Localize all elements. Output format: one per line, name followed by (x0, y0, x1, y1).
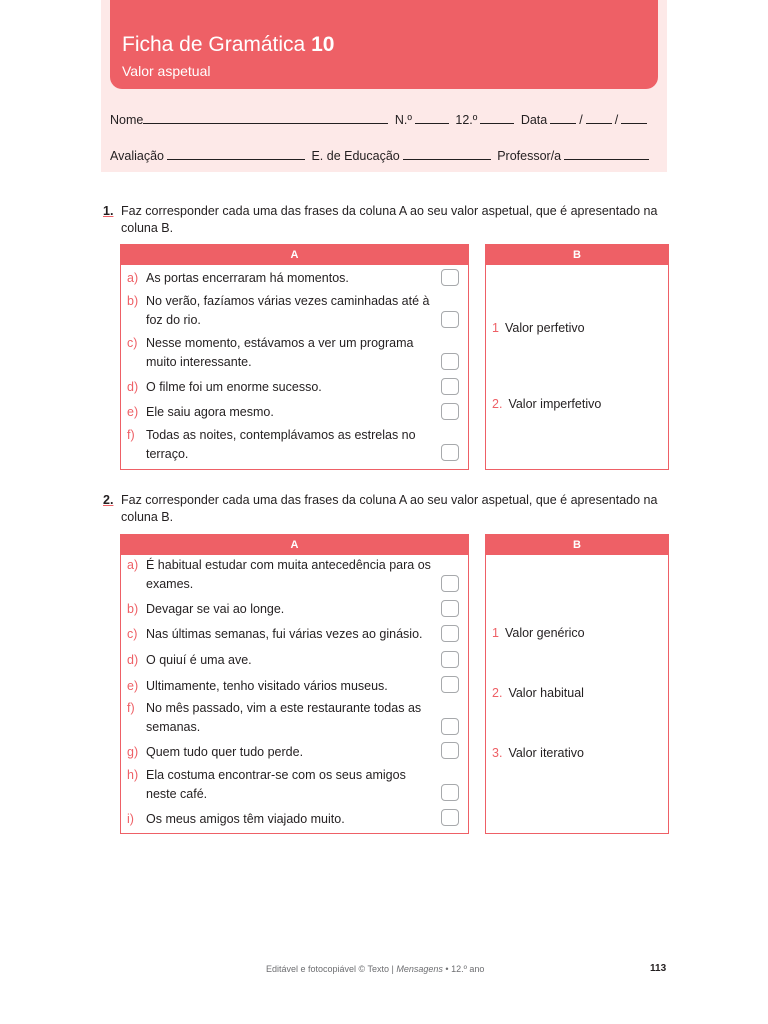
answer-checkbox[interactable] (441, 625, 459, 642)
item-letter: g) (127, 745, 139, 759)
column-a-header: A (121, 245, 468, 265)
item-text: As portas encerraram há momentos. (146, 271, 349, 285)
answer-checkbox[interactable] (441, 676, 459, 693)
date-label: Data (520, 113, 548, 127)
answer-checkbox[interactable] (441, 311, 459, 328)
answer-checkbox[interactable] (441, 651, 459, 668)
column-a-header: A (121, 535, 468, 555)
item-text: Nesse momento, estávamos a ver um programa muito interessante. (146, 336, 414, 369)
question-number: 2. (103, 493, 114, 507)
column-a-box (120, 244, 469, 470)
year-label: 12.º (455, 113, 478, 127)
answer-checkbox[interactable] (441, 269, 459, 286)
date-year-field[interactable] (621, 112, 647, 124)
page-title (122, 33, 334, 57)
item-letter: b) (127, 602, 139, 616)
date-separator: / (614, 113, 619, 127)
page-number: 113 (650, 963, 667, 974)
date-separator: / (579, 113, 583, 127)
credit-book: Mensagens (396, 964, 443, 974)
evaluation-field[interactable] (167, 148, 305, 160)
credit-suffix: • 12.º ano (442, 964, 485, 974)
item-text: Quem tudo quer tudo perde. (146, 745, 304, 759)
answer-checkbox[interactable] (441, 353, 459, 370)
item-letter: f) (127, 428, 135, 442)
name-label: Nome (110, 113, 144, 127)
evaluation-label: Avaliação (110, 149, 164, 163)
question-prompt: Faz corresponder cada uma das frases da coluna A ao seu valor aspetual, que é apresentado na coluna B. (121, 204, 658, 235)
option-text: Valor iterativo (508, 746, 584, 760)
item-letter: h) (127, 768, 139, 782)
item-text: No verão, fazíamos várias vezes caminhadas até à foz do rio. (146, 294, 430, 327)
date-day-field[interactable] (550, 112, 576, 124)
option-text: Valor perfetivo (504, 321, 585, 335)
teacher-field[interactable] (564, 148, 649, 160)
answer-checkbox[interactable] (441, 378, 459, 395)
column-b-header: B (486, 245, 668, 265)
teacher-label: Professor/a (497, 149, 562, 163)
answer-checkbox[interactable] (441, 575, 459, 592)
item-text: Devagar se vai ao longe. (146, 602, 285, 616)
option-item (492, 686, 584, 700)
option-number: 2. (492, 686, 503, 700)
answer-checkbox[interactable] (441, 403, 459, 420)
item-letter: d) (127, 380, 139, 394)
answer-checkbox[interactable] (441, 600, 459, 617)
evaluation-row (110, 148, 652, 163)
footer-credit (266, 964, 484, 974)
date-month-field[interactable] (586, 112, 612, 124)
student-info-row (110, 112, 650, 127)
option-item (492, 746, 584, 760)
title-text: Ficha de Gramática (122, 33, 306, 56)
title-number: 10 (311, 33, 335, 56)
item-letter: c) (127, 336, 138, 350)
column-b-header: B (486, 535, 668, 555)
column-b-box (485, 244, 669, 470)
column-b-box (485, 534, 669, 834)
column-a-box (120, 534, 469, 834)
class-field[interactable] (480, 112, 514, 124)
item-text: O filme foi um enorme sucesso. (146, 380, 322, 394)
answer-checkbox[interactable] (441, 444, 459, 461)
option-item (492, 321, 585, 335)
item-text: É habitual estudar com muita antecedência para os exames. (146, 558, 431, 591)
option-item (492, 397, 601, 411)
item-letter: e) (127, 405, 139, 419)
item-text: Ultimamente, tenho visitado vários museus. (146, 679, 388, 693)
item-letter: i) (127, 812, 134, 826)
number-label: N.º (394, 113, 412, 127)
option-number: 3. (492, 746, 503, 760)
answer-checkbox[interactable] (441, 718, 459, 735)
credit-prefix: Editável e fotocopiável © Texto | (266, 964, 397, 974)
item-letter: a) (127, 558, 139, 572)
item-letter: c) (127, 627, 138, 641)
answer-checkbox[interactable] (441, 742, 459, 759)
item-text: Ele saiu agora mesmo. (146, 405, 274, 419)
item-letter: d) (127, 653, 139, 667)
item-text: Ela costuma encontrar-se com os seus amigos neste café. (146, 768, 406, 801)
teacher-ed-field[interactable] (403, 148, 491, 160)
option-number: 2. (492, 397, 503, 411)
question-number: 1. (103, 204, 114, 218)
item-text: O quiuí é uma ave. (146, 653, 252, 667)
option-text: Valor genérico (504, 626, 585, 640)
option-number: 1 (492, 321, 499, 335)
teacher-ed-label: E. de Educação (311, 149, 400, 163)
number-field[interactable] (415, 112, 449, 124)
answer-checkbox[interactable] (441, 809, 459, 826)
page-subtitle: Valor aspetual (122, 63, 211, 79)
name-field[interactable] (143, 112, 388, 124)
item-text: Nas últimas semanas, fui várias vezes ao ginásio. (146, 627, 423, 641)
option-text: Valor imperfetivo (508, 397, 602, 411)
item-text: Todas as noites, contemplávamos as estrelas no terraço. (146, 428, 416, 461)
item-letter: b) (127, 294, 139, 308)
option-number: 1 (492, 626, 499, 640)
item-text: No mês passado, vim a este restaurante todas as semanas. (146, 701, 422, 734)
item-letter: a) (127, 271, 139, 285)
item-letter: f) (127, 701, 135, 715)
option-item (492, 626, 585, 640)
answer-checkbox[interactable] (441, 784, 459, 801)
question-prompt: Faz corresponder cada uma das frases da coluna A ao seu valor aspetual, que é apresentado na coluna B. (121, 493, 658, 524)
option-text: Valor habitual (508, 686, 584, 700)
item-text: Os meus amigos têm viajado muito. (146, 812, 345, 826)
item-letter: e) (127, 679, 139, 693)
